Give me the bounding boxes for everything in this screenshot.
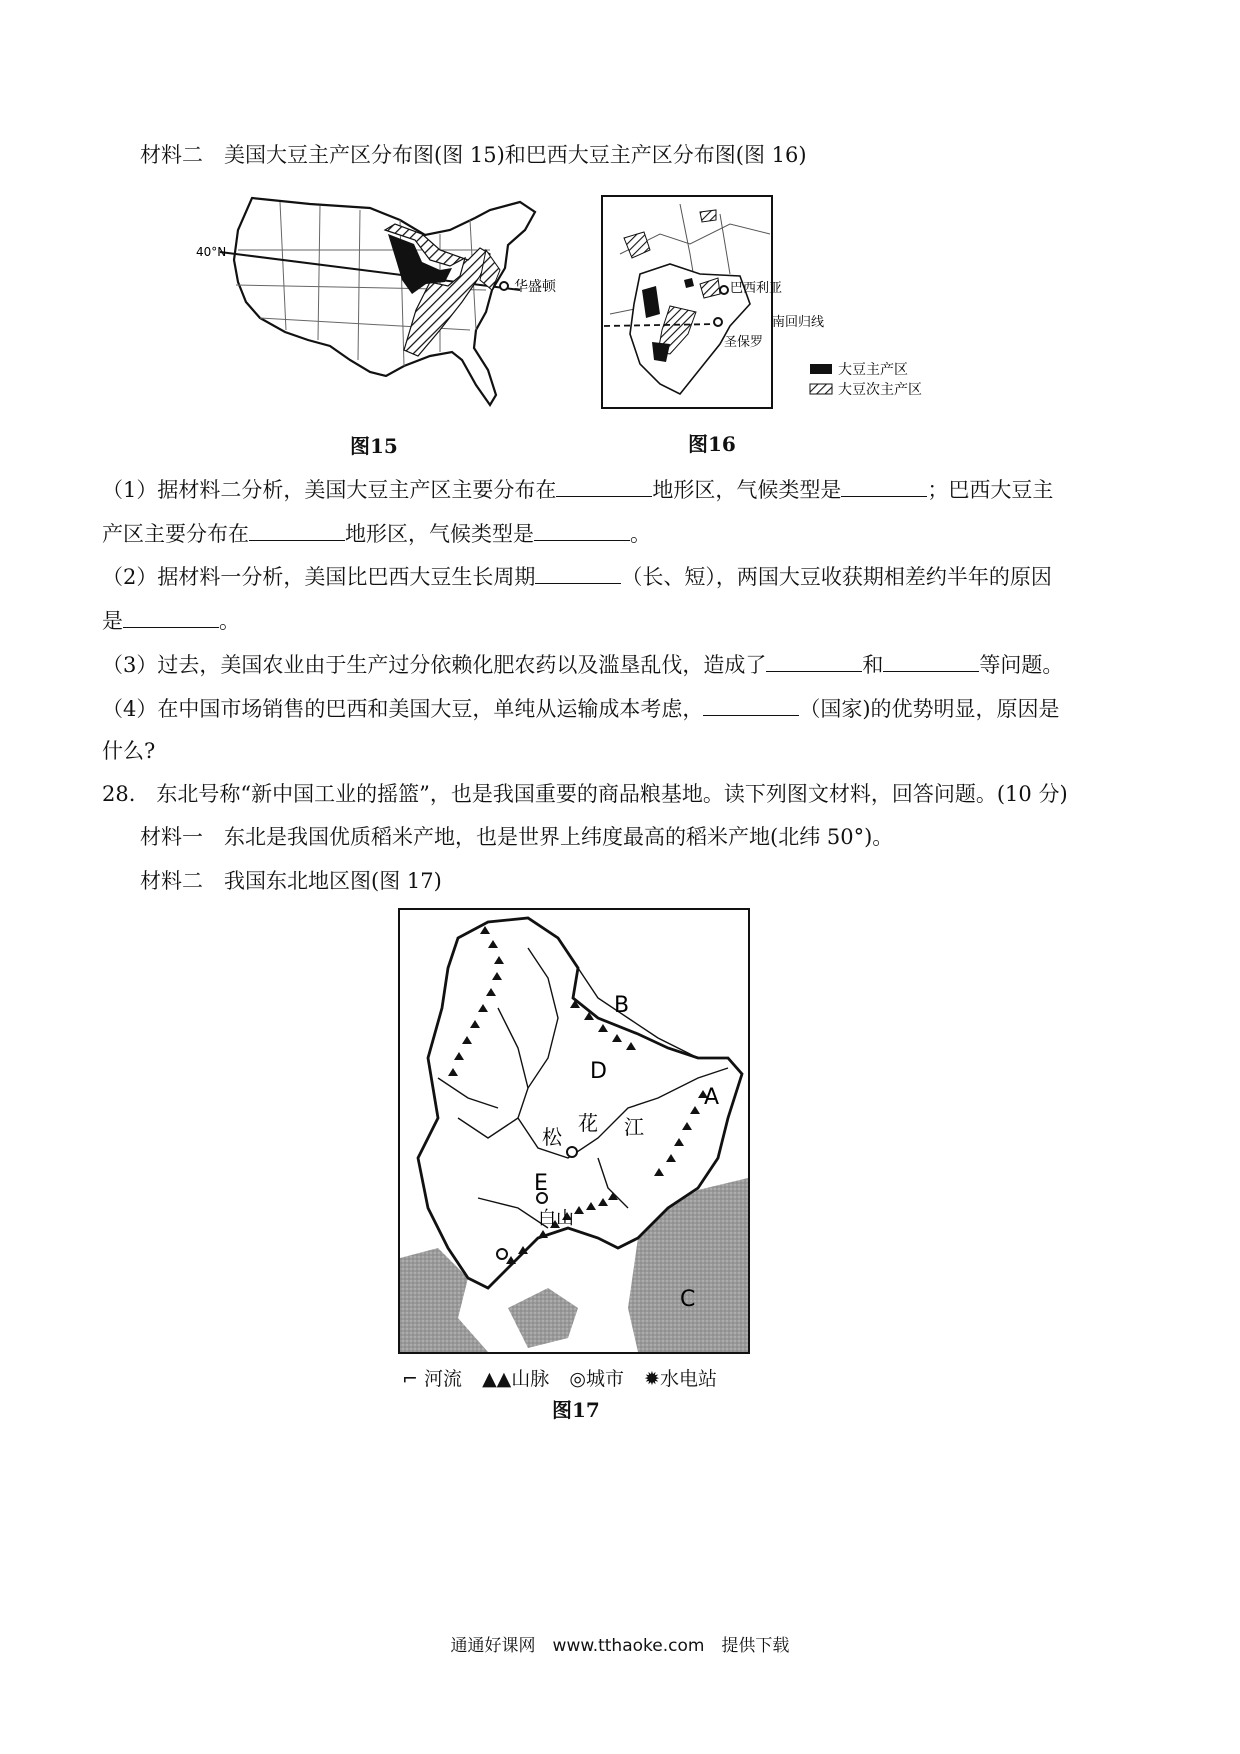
- river-legend-icon: ⌐: [402, 1368, 418, 1390]
- label-e: E: [534, 1171, 548, 1196]
- label-d: D: [590, 1059, 607, 1084]
- fig15-caption: 图15: [350, 434, 398, 458]
- river-char-2: 花: [578, 1111, 598, 1135]
- q2-blank-1[interactable]: [535, 561, 621, 584]
- q1-blank-1[interactable]: [556, 474, 652, 497]
- saopaulo-city-icon: [714, 318, 722, 326]
- city-legend-icon: ◎: [569, 1368, 586, 1390]
- fig16-brazil-map: [600, 194, 960, 414]
- legend-secondary-label: 大豆次主产区: [838, 382, 922, 398]
- legend-main-label: 大豆主产区: [838, 362, 908, 378]
- q4-line1: （4）在中国市场销售的巴西和美国大豆，单纯从运输成本考虑， （国家)的优势明显，原因是: [102, 693, 1060, 724]
- washington-city-icon: [500, 282, 508, 290]
- q4-line2: 什么?: [102, 739, 156, 763]
- brazil-secondary-region-2: [700, 210, 716, 222]
- q28-material2: 材料二 我国东北地区图(图 17): [140, 869, 442, 893]
- q3-blank-1[interactable]: [766, 649, 862, 672]
- label-a: A: [704, 1085, 720, 1110]
- label-b: B: [614, 993, 630, 1018]
- mountain-legend-icon: ▲▲: [482, 1368, 512, 1390]
- river-char-1: 松: [542, 1125, 562, 1149]
- hydro-station-legend-icon: ✹: [644, 1368, 660, 1390]
- usa-outline: [234, 198, 535, 405]
- q2-line1: （2）据材料一分析，美国比巴西大豆生长周期 （长、短），两国大豆收获期相差约半年的原因: [102, 561, 1052, 592]
- fig17-caption: 图17: [552, 1398, 600, 1422]
- q2-blank-2[interactable]: [123, 605, 219, 628]
- brasilia-label: 巴西利亚: [730, 281, 783, 296]
- legend-secondary-swatch: [810, 384, 832, 394]
- fig17-legend: ⌐ 河流 ▲▲山脉 ◎城市 ✹水电站: [402, 1364, 717, 1394]
- q28-material1: 材料一 东北是我国优质稻米产地，也是世界上纬度最高的稻米产地(北纬 50°)。: [140, 825, 894, 849]
- fig17-northeast-map: [398, 908, 750, 1354]
- label-c: C: [680, 1287, 696, 1312]
- washington-label: 华盛顿: [514, 279, 556, 295]
- q2-line2: 是 。: [102, 605, 240, 636]
- footer-source: 通通好课网 www.tthaoke.com 提供下载: [450, 1636, 790, 1656]
- mountain-name-label: 白山: [538, 1208, 574, 1229]
- city-south-icon: [497, 1249, 507, 1259]
- q1-blank-2[interactable]: [841, 474, 927, 497]
- q1-line1: （1）据材料二分析，美国大豆主产区主要分布在 地形区，气候类型是 ；巴西大豆主: [102, 474, 1053, 505]
- q28-stem: 28. 东北号称“新中国工业的摇篮”，也是我国重要的商品粮基地。读下列图文材料，回答问题。(10 分): [102, 782, 1068, 806]
- legend-main-swatch: [810, 364, 832, 374]
- saopaulo-label: 圣保罗: [724, 335, 764, 350]
- q3-line1: （3）过去，美国农业由于生产过分依赖化肥农药以及滥垦乱伐，造成了 和 等问题。: [102, 649, 1063, 680]
- river-char-3: 江: [624, 1115, 644, 1139]
- fig15-usa-map: [190, 190, 570, 420]
- harbin-city-icon: [567, 1147, 577, 1157]
- fig16-caption: 图16: [688, 432, 736, 456]
- q4-blank-1[interactable]: [703, 693, 799, 716]
- material2-heading: 材料二 美国大豆主产区分布图(图 15)和巴西大豆主产区分布图(图 16): [140, 143, 807, 167]
- q3-blank-2[interactable]: [883, 649, 979, 672]
- lat-40-label: 40°N: [196, 245, 227, 259]
- q1-blank-3[interactable]: [249, 518, 345, 541]
- q1-blank-4[interactable]: [534, 518, 630, 541]
- brasilia-city-icon: [720, 286, 728, 294]
- tropic-label: 南回归线: [772, 315, 825, 330]
- q1-line2: 产区主要分布在 地形区，气候类型是 。: [102, 518, 651, 549]
